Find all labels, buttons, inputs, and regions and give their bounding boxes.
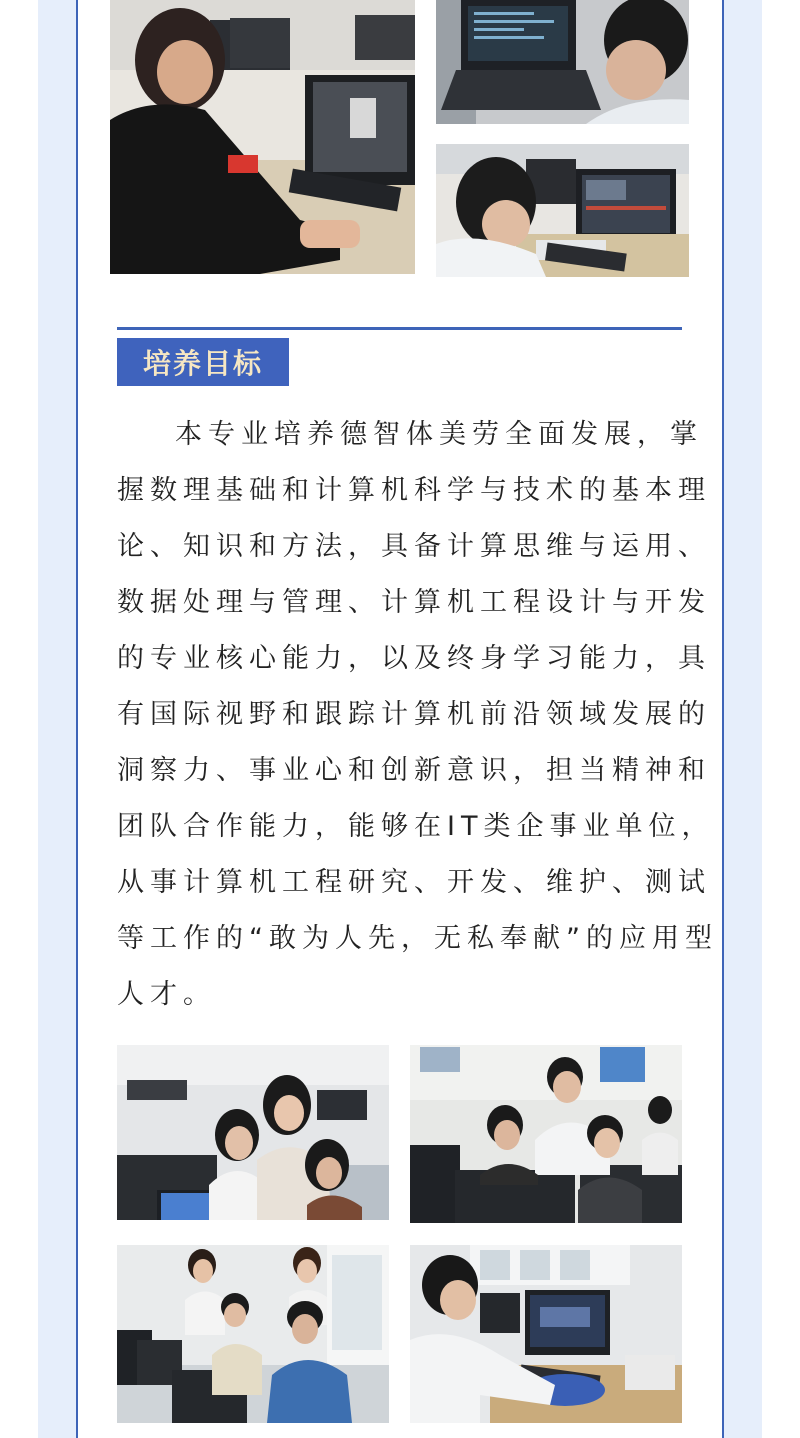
paragraph-line: 人才。 [117, 979, 216, 1010]
paragraph-line: 有国际视野和跟踪计算机前沿领域发展的 [117, 699, 711, 730]
paragraph-line: 握数理基础和计算机科学与技术的基本理 [117, 475, 711, 506]
paragraph-line: 数据处理与管理、计算机工程设计与开发 [117, 587, 711, 618]
photo-lab-group-men [410, 1045, 682, 1223]
paragraph-line: 从事计算机工程研究、开发、维护、测试 [117, 867, 711, 898]
photo-lab-group-women [117, 1045, 389, 1220]
right-side-panel [724, 0, 762, 1438]
section-divider [117, 327, 682, 330]
paragraph-line: 论、知识和方法，具备计算思维与运用、 [117, 531, 711, 562]
photo-student-video-workstation [410, 1245, 682, 1423]
paragraph-line: 等工作的“敢为人先，无私奉献”的应用型 [117, 923, 718, 954]
left-side-panel [38, 0, 76, 1438]
training-objective-paragraph [117, 407, 718, 1023]
left-frame-border [76, 0, 78, 1438]
paragraph-line: 本专业培养德智体美劳全面发展，掌 [175, 419, 703, 450]
photo-lab-pairs [117, 1245, 389, 1423]
paragraph-line: 的专业核心能力，以及终身学习能力，具 [117, 643, 711, 674]
photo-student-laptop-code [436, 0, 689, 124]
paragraph-line: 团队合作能力，能够在IT类企事业单位， [117, 811, 715, 842]
right-frame-border [722, 0, 724, 1438]
photo-teacher-at-computer [110, 0, 415, 274]
section-heading-badge [117, 338, 289, 386]
photo-student-video-editing [436, 144, 689, 277]
paragraph-line: 洞察力、事业心和创新意识，担当精神和 [117, 755, 711, 786]
section-heading: 培养目标 [142, 347, 263, 380]
